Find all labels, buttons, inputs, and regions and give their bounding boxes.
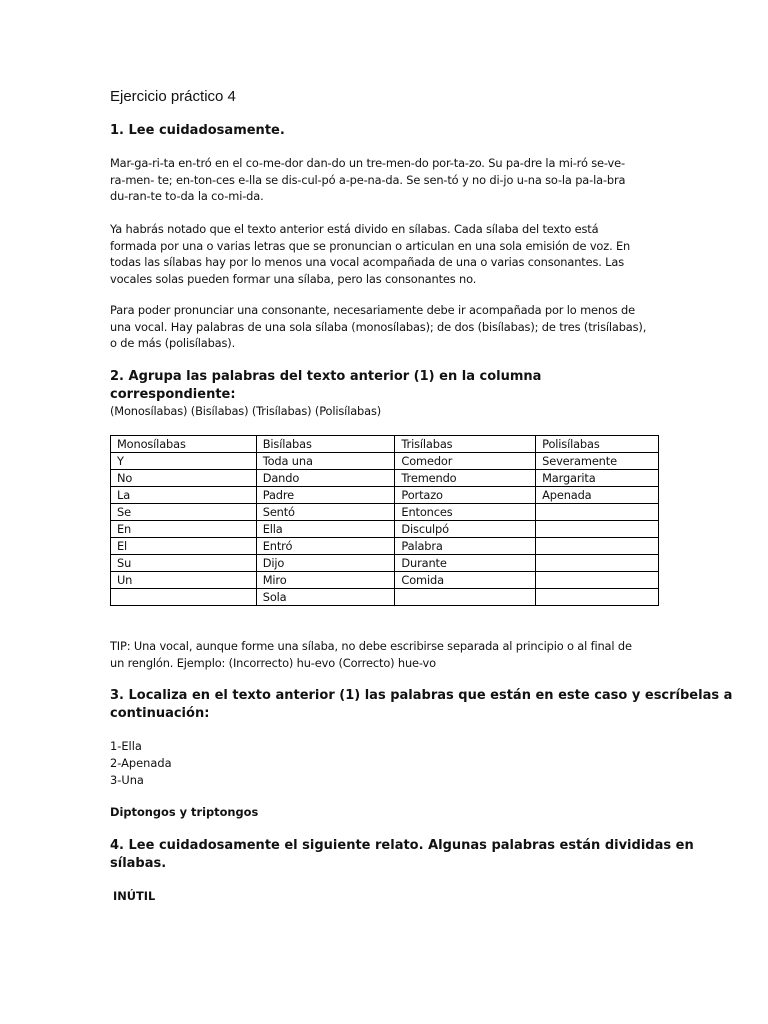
table-cell: Miro	[256, 572, 395, 589]
section-4-heading-line: sílabas.	[110, 856, 167, 871]
table-cell: Durante	[395, 555, 536, 572]
table-cell: Comedor	[395, 453, 536, 470]
table-header-row	[111, 436, 659, 453]
answer-list	[110, 738, 172, 789]
table-cell: Un	[111, 572, 257, 589]
table-row	[111, 453, 659, 470]
diptongos-subheading: Diptongos y triptongos	[110, 805, 259, 819]
table-cell	[536, 538, 659, 555]
list-item: 1-Ella	[110, 739, 142, 753]
table-cell: La	[111, 487, 257, 504]
explanation-line: Ya habrás notado que el texto anterior está divido en sílabas. Cada sílaba del texto está	[110, 222, 599, 236]
list-item: 2-Apenada	[110, 756, 172, 770]
table-cell: El	[111, 538, 257, 555]
table-cell	[536, 589, 659, 606]
table-cell: No	[111, 470, 257, 487]
explanation-line: Para poder pronunciar una consonante, necesariamente debe ir acompañada por lo menos de	[110, 303, 635, 317]
section-3-heading-line: continuación:	[110, 706, 210, 721]
table-cell: Padre	[256, 487, 395, 504]
explanation-paragraph-2	[110, 302, 660, 352]
column-header-bisilabas: Bisílabas	[256, 436, 395, 453]
section-3-heading	[110, 687, 733, 723]
table-cell: Severamente	[536, 453, 659, 470]
section-3-heading-line: 3. Localiza en el texto anterior (1) las palabras que están en este caso y escríbelas a	[110, 688, 733, 703]
list-item: 3-Una	[110, 773, 144, 787]
table-cell: Ella	[256, 521, 395, 538]
column-header-polisilabas: Polisílabas	[536, 436, 659, 453]
table-cell: Sola	[256, 589, 395, 606]
explanation-line: una vocal. Hay palabras de una sola sílaba (monosílabas); de dos (bisílabas); de tres (trisílabas),	[110, 319, 647, 334]
table-cell: Toda una	[256, 453, 395, 470]
table-cell: Se	[111, 504, 257, 521]
tip-paragraph	[110, 638, 660, 671]
syllable-text-line: du-ran-te to-da la co-mi-da.	[110, 189, 264, 203]
syllable-table	[110, 435, 659, 606]
tip-line: un renglón. Ejemplo: (Incorrecto) hu-evo (Correcto) hue-vo	[110, 655, 436, 670]
syllable-text-line: ra-men- te; en-ton-ces e-lla se dis-cul-pó a-pe-na-da. Se sen-tó y no di-jo u-na so-la pa-la-bra	[110, 172, 626, 187]
table-cell: Y	[111, 453, 257, 470]
explanation-line: todas las sílabas hay por lo menos una vocal acompañada de una o varias consonantes. Las	[110, 255, 624, 269]
explanation-paragraph	[110, 221, 660, 287]
syllable-text	[110, 155, 660, 205]
table-cell: Entró	[256, 538, 395, 555]
table-row	[111, 521, 659, 538]
table-cell: Palabra	[395, 538, 536, 555]
table-cell: Dando	[256, 470, 395, 487]
categories-line	[110, 403, 660, 420]
table-cell	[536, 521, 659, 538]
table-cell	[536, 572, 659, 589]
table-cell: Dijo	[256, 555, 395, 572]
table-cell: Entonces	[395, 504, 536, 521]
table-cell	[536, 504, 659, 521]
document-title: Ejercicio práctico 4	[110, 88, 236, 105]
table-cell: Sentó	[256, 504, 395, 521]
column-header-monosilabas: Monosílabas	[111, 436, 257, 453]
table-row	[111, 504, 659, 521]
table-cell: Tremendo	[395, 470, 536, 487]
tip-line: TIP: Una vocal, aunque forme una sílaba, no debe escribirse separada al principio o al final de	[110, 639, 632, 653]
column-header-trisilabas: Trisílabas	[395, 436, 536, 453]
table-row	[111, 572, 659, 589]
table-row	[111, 487, 659, 504]
syllable-text-line: Mar-ga-ri-ta en-tró en el co-me-dor dan-do un tre-men-do por-ta-zo. Su pa-dre la mi-ró se-ve-	[110, 156, 625, 170]
table-cell: Comida	[395, 572, 536, 589]
table-cell: Portazo	[395, 487, 536, 504]
section-4-heading	[110, 837, 694, 873]
table-row	[111, 470, 659, 487]
explanation-line: formada por una o varias letras que se pronuncian o articulan en una sola emisión de voz. En	[110, 238, 631, 253]
table-row	[111, 555, 659, 572]
table-cell	[395, 589, 536, 606]
section-2-heading: 2. Agrupa las palabras del texto anterior (1) en la columna correspondiente:	[110, 369, 542, 402]
section-4-heading-line: 4. Lee cuidadosamente el siguiente relato. Algunas palabras están divididas en	[110, 838, 694, 853]
table-row	[111, 589, 659, 606]
table-cell	[536, 555, 659, 572]
explanation-line: o de más (polisílabas).	[110, 336, 236, 350]
section-1-heading: 1. Lee cuidadosamente.	[110, 123, 285, 138]
explanation-line: vocales solas pueden formar una sílaba, pero las consonantes no.	[110, 271, 477, 286]
table-cell: Apenada	[536, 487, 659, 504]
categories-text: (Monosílabas) (Bisílabas) (Trisílabas) (Polisílabas)	[110, 404, 382, 418]
table-cell: Margarita	[536, 470, 659, 487]
story-title: INÚTIL	[113, 889, 156, 903]
table-cell	[111, 589, 257, 606]
table-cell: En	[111, 521, 257, 538]
table-row	[111, 538, 659, 555]
table-cell: Disculpó	[395, 521, 536, 538]
table-cell: Su	[111, 555, 257, 572]
